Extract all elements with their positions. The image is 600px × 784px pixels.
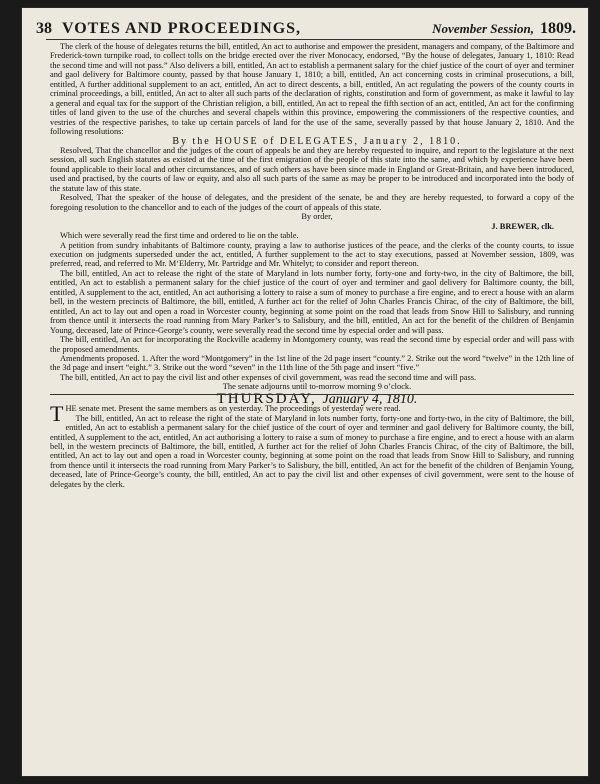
resolution: Resolved, That the speaker of the house of delegates, and the president of the senate, be and they are hereby requested, to forward a copy of the foregoing resolution to the chancellor and to each of the judges of the court of appeals of this state. bbox=[50, 193, 574, 212]
day-date: January 4, 1810. bbox=[322, 391, 418, 407]
paragraph: The bill, entitled, An act to release the right of the state of Maryland in lots number forty, forty-one and forty-two, in the city of Baltimore, the bill, entitled, An act to establish a permanent salary for the chief justice of the court of oyer and terminer and gaol delivery for Baltimore county, the bill, entitled, A supplement to the act, entitled, An act authorising a lottery to raise a sum of money to purchase a fire engine, and to erect a house with an alarm bell, in the western precincts of Baltimore, the bill, entitled, A further act for the relief of John Charles Francis Chirac, of the city of Baltimore, the bill, entitled, An act to lay out and open a road in Worcester county, beginning at some point on the road that leads from Snow Hill to Salisbury, and running from thence until it intersects the road running from Mary Parker’s to Salisbury, and the bill, entitled, An act for the benefit of the children of Benjamin Young, deceased, late of Prince-George’s county, were severally read the second time by especial order and will pass. bbox=[50, 268, 574, 335]
clerk-signature: J. BREWER, clk. bbox=[491, 221, 554, 231]
paragraph: The bill, entitled, An act to pay the civil list and other expenses of civil government, was read the second time and will pass. bbox=[60, 372, 477, 382]
session-label: November Session, bbox=[432, 21, 534, 36]
paragraph: The clerk of the house of delegates returns the bill, entitled, An act to authorise and empower the president, managers and company, of the Baltimore and Frederick-town turnpike road, to collect tolls on the bridge erected over the river Monocacy, endorsed, “By the house of delegates, January 1, 1810: Read the second time and will not pass.” Also delivers a bill, entitled, An act to establish a permanent salary for the chief justice of the court of oyer and terminer and gaol delivery for Baltimore county, passed by that house January 1, 1810; a bill, entitled, An act concerning costs in criminal prosecutions, a bill, entitled, A further additional supplement to an act, entitled, An act to direct descents, a bill, entitled, An act regulating the powers of the county courts in criminal proceedings, a bill, entitled, An act to alter all such parts of the declaration of rights, constitution and form of government, as make it lawful to lay a general and equal tax for the support of the Christian religion, a bill, entitled, An act to repeal the fifth section of an act, entitled, An act for the confirming titles of land given to the use of the churches and several chapels within this province, empowering the commissioners of the respective counties, and vestries of the respective parishes, to take up certain parcels of land for the use of the same, severally passed by that house January 2, 1810. And the following resolutions: bbox=[50, 42, 574, 137]
day-heading bbox=[50, 390, 574, 407]
paragraph: The bill, entitled, An act to release the right of the state of Maryland in lots number forty, forty-one and forty-two, in the city of Baltimore, the bill, entitled, An act to establish a permanent salary for the chief justice of the court of oyer and terminer and gaol delivery for Baltimore county, the bill, entitled, A supplement to the act, entitled, An act authorising a lottery to raise a sum of money to purchase a fire engine, and to erect a house with an alarm bell, in the western precincts of Baltimore, the bill, entitled, A further act for the relief of John Charles Francis Chirac, of the city of Baltimore, the bill, entitled, An act to lay out and open a road in Worcester county, beginning at some point on the road that leads from Snow Hill to Salisbury, and running from thence until it intersects the road running from Mary Parker’s to Salisbury, the bill, entitled, An act for the benefit of the children of Benjamin Young, deceased, late of Prince-George’s county, the bill, entitled, An act to pay the civil list and other expenses of civil government, were sent to the house of delegates by the clerk. bbox=[50, 413, 574, 489]
paragraph bbox=[50, 401, 574, 427]
by-order: By order, bbox=[301, 212, 333, 222]
paragraph: Which were severally read the first time and ordered to lie on the table. bbox=[60, 231, 299, 241]
document-page bbox=[22, 8, 588, 776]
running-title: VOTES AND PROCEEDINGS, bbox=[62, 20, 302, 37]
by-house-heading: By the HOUSE of DELEGATES, January 2, 1810. bbox=[172, 135, 462, 147]
drop-cap: T bbox=[50, 401, 64, 427]
section-rule bbox=[50, 394, 574, 395]
resolution: Resolved, That the chancellor and the judges of the court of appeals be and they are hereby requested to inquire, and report to the legislature at the next session, all such English statutes as existed at the time of the first emigration of the people of this state into the same, and which by experience have been found applicable to their local and other circumstances, and of such others as have been since made in England or Great-Britain, and have been introduced, used and practised, by the courts of law or equity, and also all such parts of the same as may be proper to be introduced and incorporated into the body of the statute law of this state. bbox=[50, 145, 574, 193]
session-year: 1809. bbox=[540, 20, 576, 37]
page-header bbox=[36, 20, 576, 38]
document-body bbox=[50, 42, 574, 489]
paragraph: The bill, entitled, An act for incorporating the Rockville academy in Montgomery county, was read the second time by especial order and will pass with the proposed amendments. bbox=[50, 335, 574, 354]
day-name: THURSDAY, bbox=[216, 390, 317, 407]
adjournment-note: The senate adjourns until to-morrow morning 9 o’clock. bbox=[222, 382, 412, 392]
page-number: 38 bbox=[36, 20, 52, 37]
paragraph: Amendments proposed. 1. After the word “Montgomery” in the 1st line of the 2d page insert “county.” 2. Strike out the word “twelve” in the 12th line of the 3d page and insert “eight.” 3. Strike out the word “seven” in the 11th line of the 5th page and insert “five.” bbox=[50, 353, 574, 373]
paragraph: A petition from sundry inhabitants of Baltimore county, praying a law to authorise justices of the peace, and the clerks of the county courts, to issue execution on judgments superseded under the act, entitled, A further supplement to the act to stay executions, passed at November session, 1809, was preferred, read, and referred to Mr. M‘Elderry, Mr. Partridge and Mr. Whitelyt; to consider and report thereon. bbox=[50, 240, 574, 269]
paragraph-text: HE senate met. Present the same members as on yesterday. The proceedings of yesterday were read. bbox=[65, 404, 401, 414]
header-rule bbox=[46, 39, 570, 40]
